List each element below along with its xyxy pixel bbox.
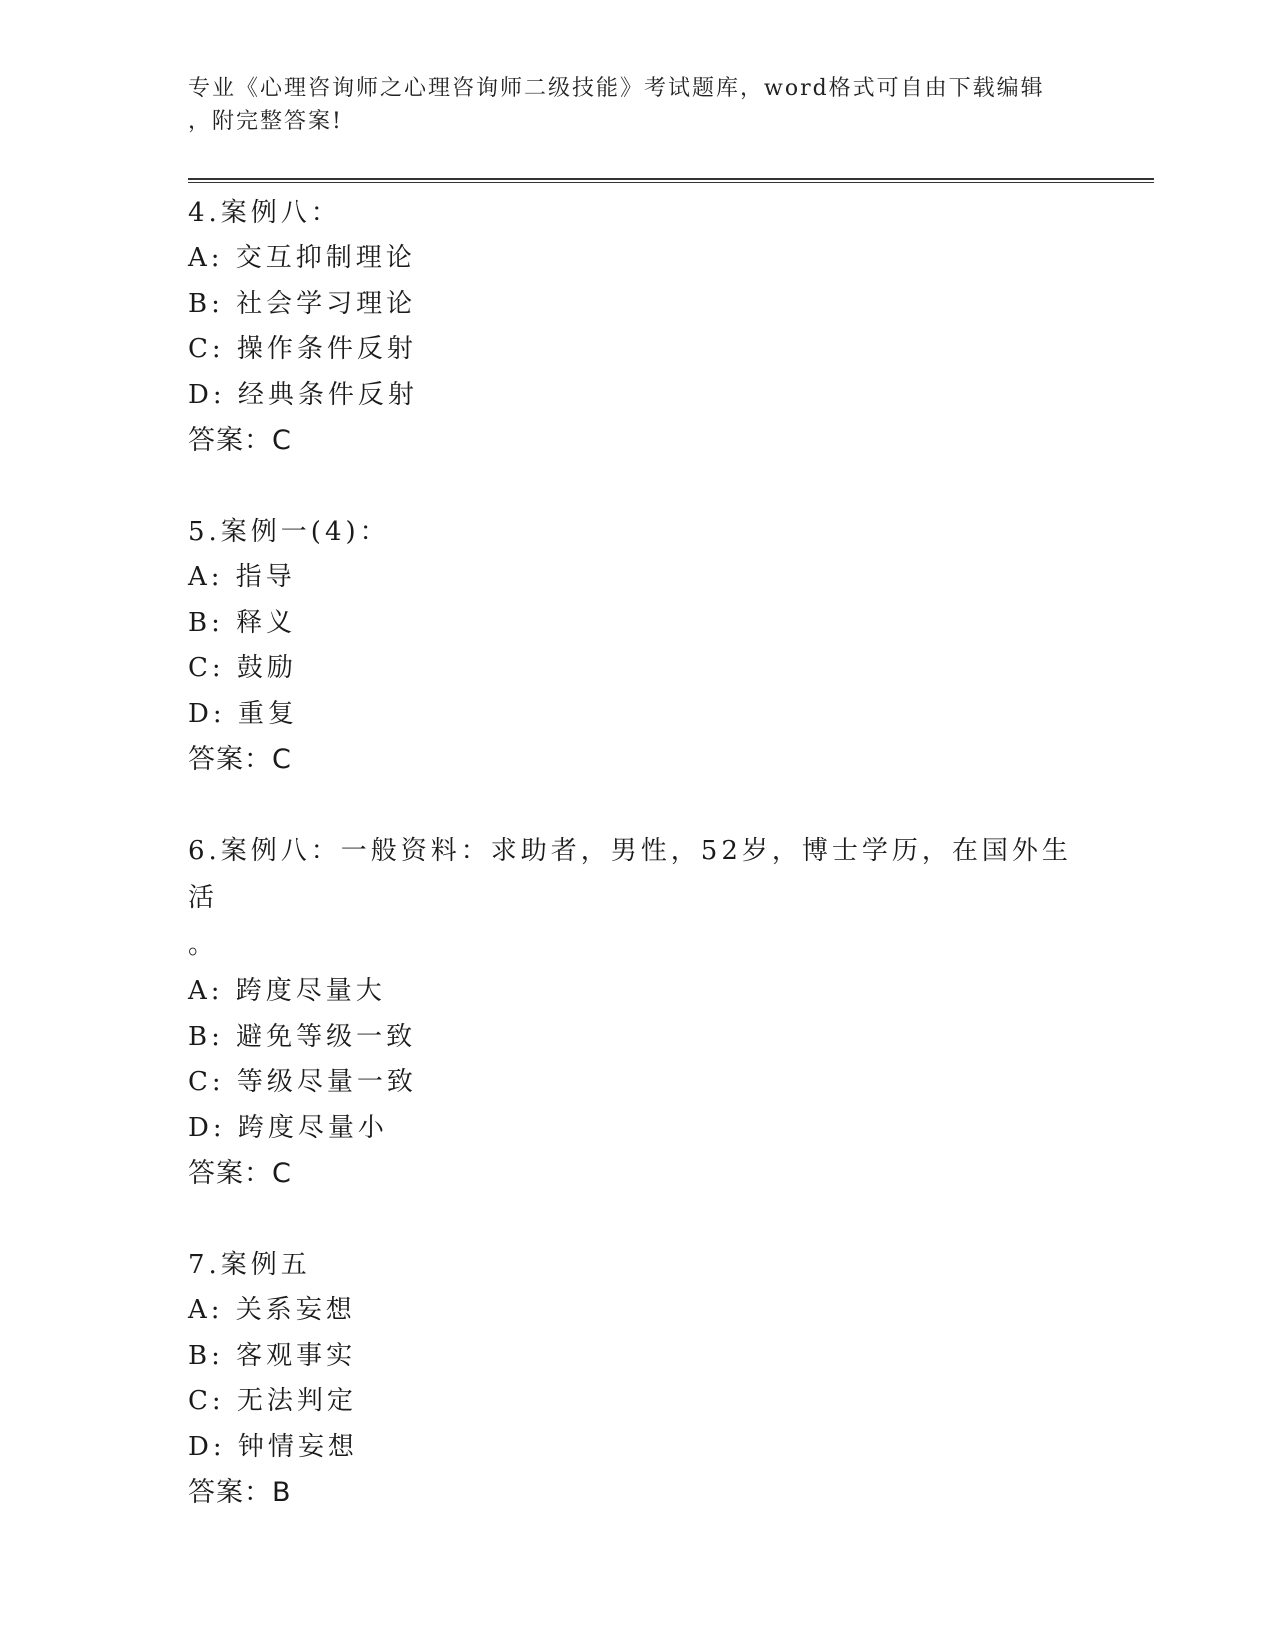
option-b: B: 避免等级一致 [188,1021,417,1052]
option-d: D: 钟情妄想 [188,1431,358,1462]
header-divider-thin [188,182,1154,183]
option-b: B: 客观事实 [188,1340,357,1371]
option-d: D: 跨度尽量小 [188,1112,388,1143]
option-a: A: 指导 [188,562,296,592]
answer-line: 答案：C [188,1158,292,1189]
option-a: A: 跨度尽量大 [188,976,386,1006]
question-stem: 6.案例八：一般资料：求助者，男性，52岁，博士学历，在国外生活 [188,836,1072,913]
answer-line: 答案：C [188,425,292,456]
option-a: A: 交互抑制理论 [188,243,416,273]
option-b: B: 释义 [188,607,297,638]
question-7 [188,1242,1088,1515]
option-b: B: 社会学习理论 [188,288,417,319]
header-divider-thick [188,178,1154,180]
option-c: C: 等级尽量一致 [188,1067,417,1097]
option-a: A: 关系妄想 [188,1295,356,1325]
answer-line: 答案：B [188,1477,292,1508]
option-d: D: 重复 [188,698,298,729]
document-header [188,72,1068,138]
question-stem: 4.案例八： [188,198,341,228]
header-line-1: 专业《心理咨询师之心理咨询师二级技能》考试题库，word格式可自由下载编辑 [188,76,1045,101]
question-6 [188,828,1088,1196]
question-stem: 5.案例一(4)： [188,517,390,547]
option-c: C: 鼓励 [188,653,297,683]
question-stem-continuation: 。 [188,930,219,960]
option-d: D: 经典条件反射 [188,379,418,410]
option-c: C: 操作条件反射 [188,334,417,364]
answer-line: 答案：C [188,744,292,775]
question-stem: 7.案例五 [188,1250,311,1280]
question-list [188,190,1088,1561]
option-c: C: 无法判定 [188,1386,357,1416]
question-5 [188,509,1088,782]
header-line-2: ，附完整答案! [188,109,343,134]
question-4 [188,190,1088,463]
